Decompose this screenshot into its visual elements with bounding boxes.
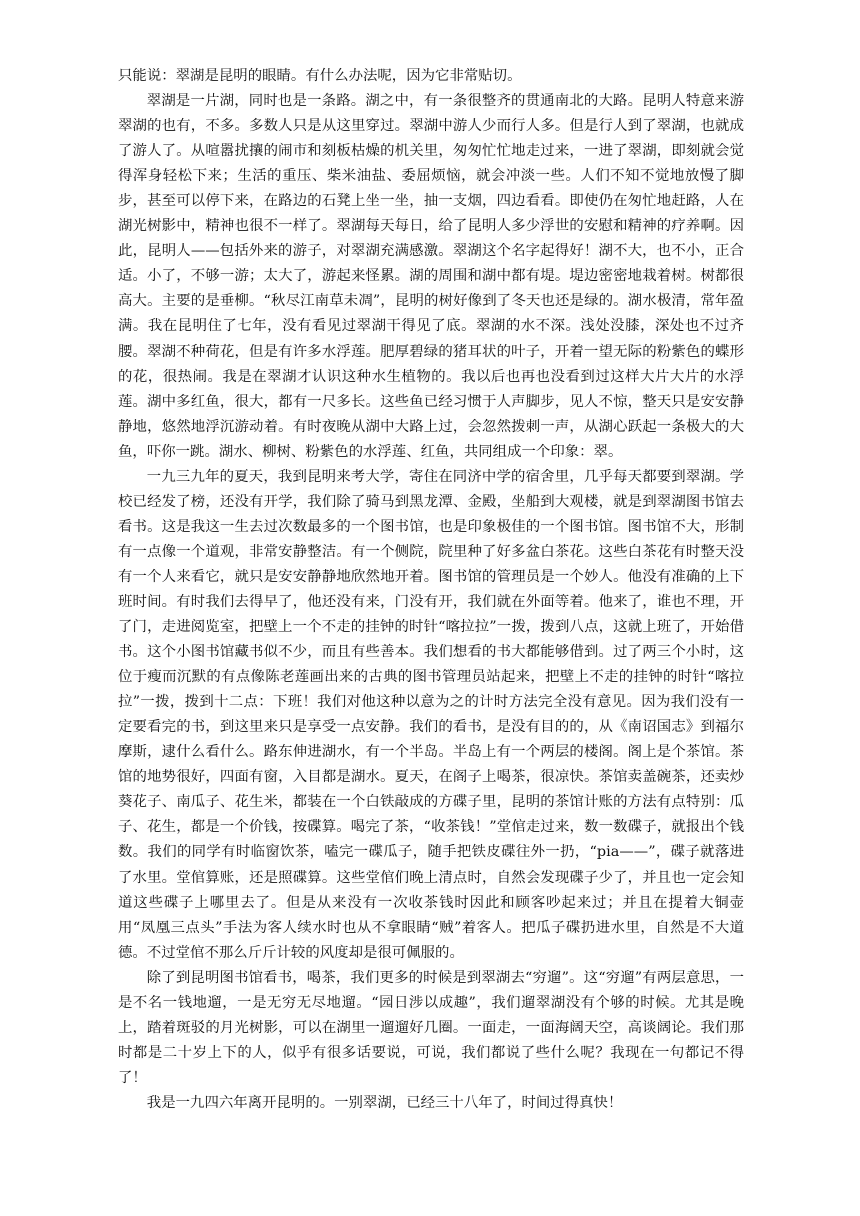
paragraph-library-teahouse: 一九三九年的夏天，我到昆明来考大学，寄住在同济中学的宿舍里，几乎每天都要到翠湖。学校已经发了榜，还没有开学，我们除了骑马到黑龙潭、金殿，坐船到大观楼，就是到翠湖图书馆去看书。这是我这一生去过次数最多的一个图书馆，也是印象极佳的一个图书馆。图书馆不大，形制有一点像一个道观，非常安静整洁。有一个侧院，院里种了好多盆白茶花。这些白茶花有时整天没有一个人来看它，就只是安安静静地欣然地开着。图书馆的管理员是一个妙人。他没有准确的上下班时间。有时我们去得早了，他还没有来，门没有开，我们就在外面等着。他来了，谁也不理，开了门，走进阅览室，把壁上一个不走的挂钟的时针“喀拉拉”一拨，拨到八点，这就上班了，开始借书。这个小图书馆藏书似不少，而且有些善本。我们想看的书大都能够借到。过了两三个小时，这位于瘦而沉默的有点像陈老莲画出来的古典的图书管理员站起来，把壁上不走的挂钟的时针“喀拉拉”一拨，拨到十二点：下班！我们对他这种以意为之的计时方法完全没有意见。因为我们没有一定要看完的书，到这里来只是享受一点安静。我们的看书，是没有目的的，从《南诏国志》到福尔摩斯，逮什么看什么。路东伸进湖水，有一个半岛。半岛上有一个两层的楼阁。阁上是个茶馆。茶馆的地势很好，四面有窗，入目都是湖水。夏天，在阁子上喝茶，很凉快。茶馆卖盖碗茶，还卖炒葵花子、南瓜子、花生米，都装在一个白铁敲成的方碟子里，昆明的茶馆计账的方法有点特别：瓜子、花生，都是一个价钱，按碟算。喝完了茶，“收茶钱！”堂倌走过来，数一数碟子，就报出个钱数。我们的同学有时临窗饮茶，嗑完一碟瓜子，随手把铁皮碟往外一扔，“pia——”，碟子就落进了水里。堂倌算账，还是照碟算。这些堂倌们晚上清点时，自然会发现碟子少了，并且也一定会知道这些碟子上哪里去了。但是从来没有一次收茶钱时因此和顾客吵起来过；并且在提着大铜壶用“凤凰三点头”手法为客人续水时也从不拿眼睛“贼”着客人。把瓜子碟扔进水里，自然是不大道德。不过堂倌不那么斤斤计较的风度却是很可佩服的。 xyxy=(118,468,744,961)
document-page xyxy=(118,64,744,1116)
paragraph-farewell: 我是一九四六年离开昆明的。一别翠湖，已经三十八年了，时间过得真快！ xyxy=(146,1094,623,1111)
paragraph-continued: 只能说：翠湖是昆明的眼睛。有什么办法呢，因为它非常贴切。 xyxy=(118,68,522,84)
paragraph-qiongliu: 除了到昆明图书馆看书，喝茶，我们更多的时候是到翠湖去“穷遛”。这“穷遛”有两层意思，一是不名一钱地遛，一是无穷无尽地遛。“园日涉以成趣”，我们遛翠湖没有个够的时候。尤其是晚上，踏着斑驳的月光树影，可以在湖里一遛遛好几圈。一面走，一面海阔天空，高谈阔论。我们那时都是二十岁上下的人，似乎有很多话要说，可说，我们都说了些什么呢？我现在一句都记不得了！ xyxy=(118,969,744,1086)
paragraph-cuihu-road: 翠湖是一片湖，同时也是一条路。湖之中，有一条很整齐的贯通南北的大路。昆明人特意来游翠湖的也有，不多。多数人只是从这里穿过。翠湖中游人少而行人多。但是行人到了翠湖，也就成了游人了。从喧嚣扰攘的闹市和刻板枯燥的机关里，匆匆忙忙地走过来，一进了翠湖，即刻就会觉得浑身轻松下来；生活的重压、柴米油盐、委屈烦恼，就会冲淡一些。人们不知不觉地放慢了脚步，甚至可以停下来，在路边的石凳上坐一坐，抽一支烟，四边看看。即使仍在匆忙地赶路，人在湖光树影中，精神也很不一样了。翠湖每天每日，给了昆明人多少浮世的安慰和精神的疗养啊。因此，昆明人——包括外来的游子，对翠湖充满感激。翠湖这个名字起得好！湖不大，也不小，正合适。小了，不够一游；太大了，游起来怪累。湖的周围和湖中都有堤。堤边密密地栽着树。树都很高大。主要的是垂柳。“秋尽江南草未凋”，昆明的树好像到了冬天也还是绿的。湖水极清，常年盈满。我在昆明住了七年，没有看见过翠湖干得见了底。翠湖的水不深。浅处没膝，深处也不过齐腰。翠湖不种荷花，但是有许多水浮莲。肥厚碧绿的猪耳状的叶子，开着一望无际的粉紫色的蝶形的花，很热闹。我是在翠湖才认识这种水生植物的。我以后也再也没看到过这样大片大片的水浮莲。湖中多红鱼，很大，都有一尺多长。这些鱼已经习惯于人声脚步，见人不惊，整天只是安安静静地，悠然地浮沉游动着。有时夜晚从湖中大路上过，会忽然拨刺一声，从湖心跃起一条极大的大鱼，吓你一跳。湖水、柳树、粉紫色的水浮莲、红鱼，共同组成一个印象：翠。 xyxy=(118,93,744,460)
